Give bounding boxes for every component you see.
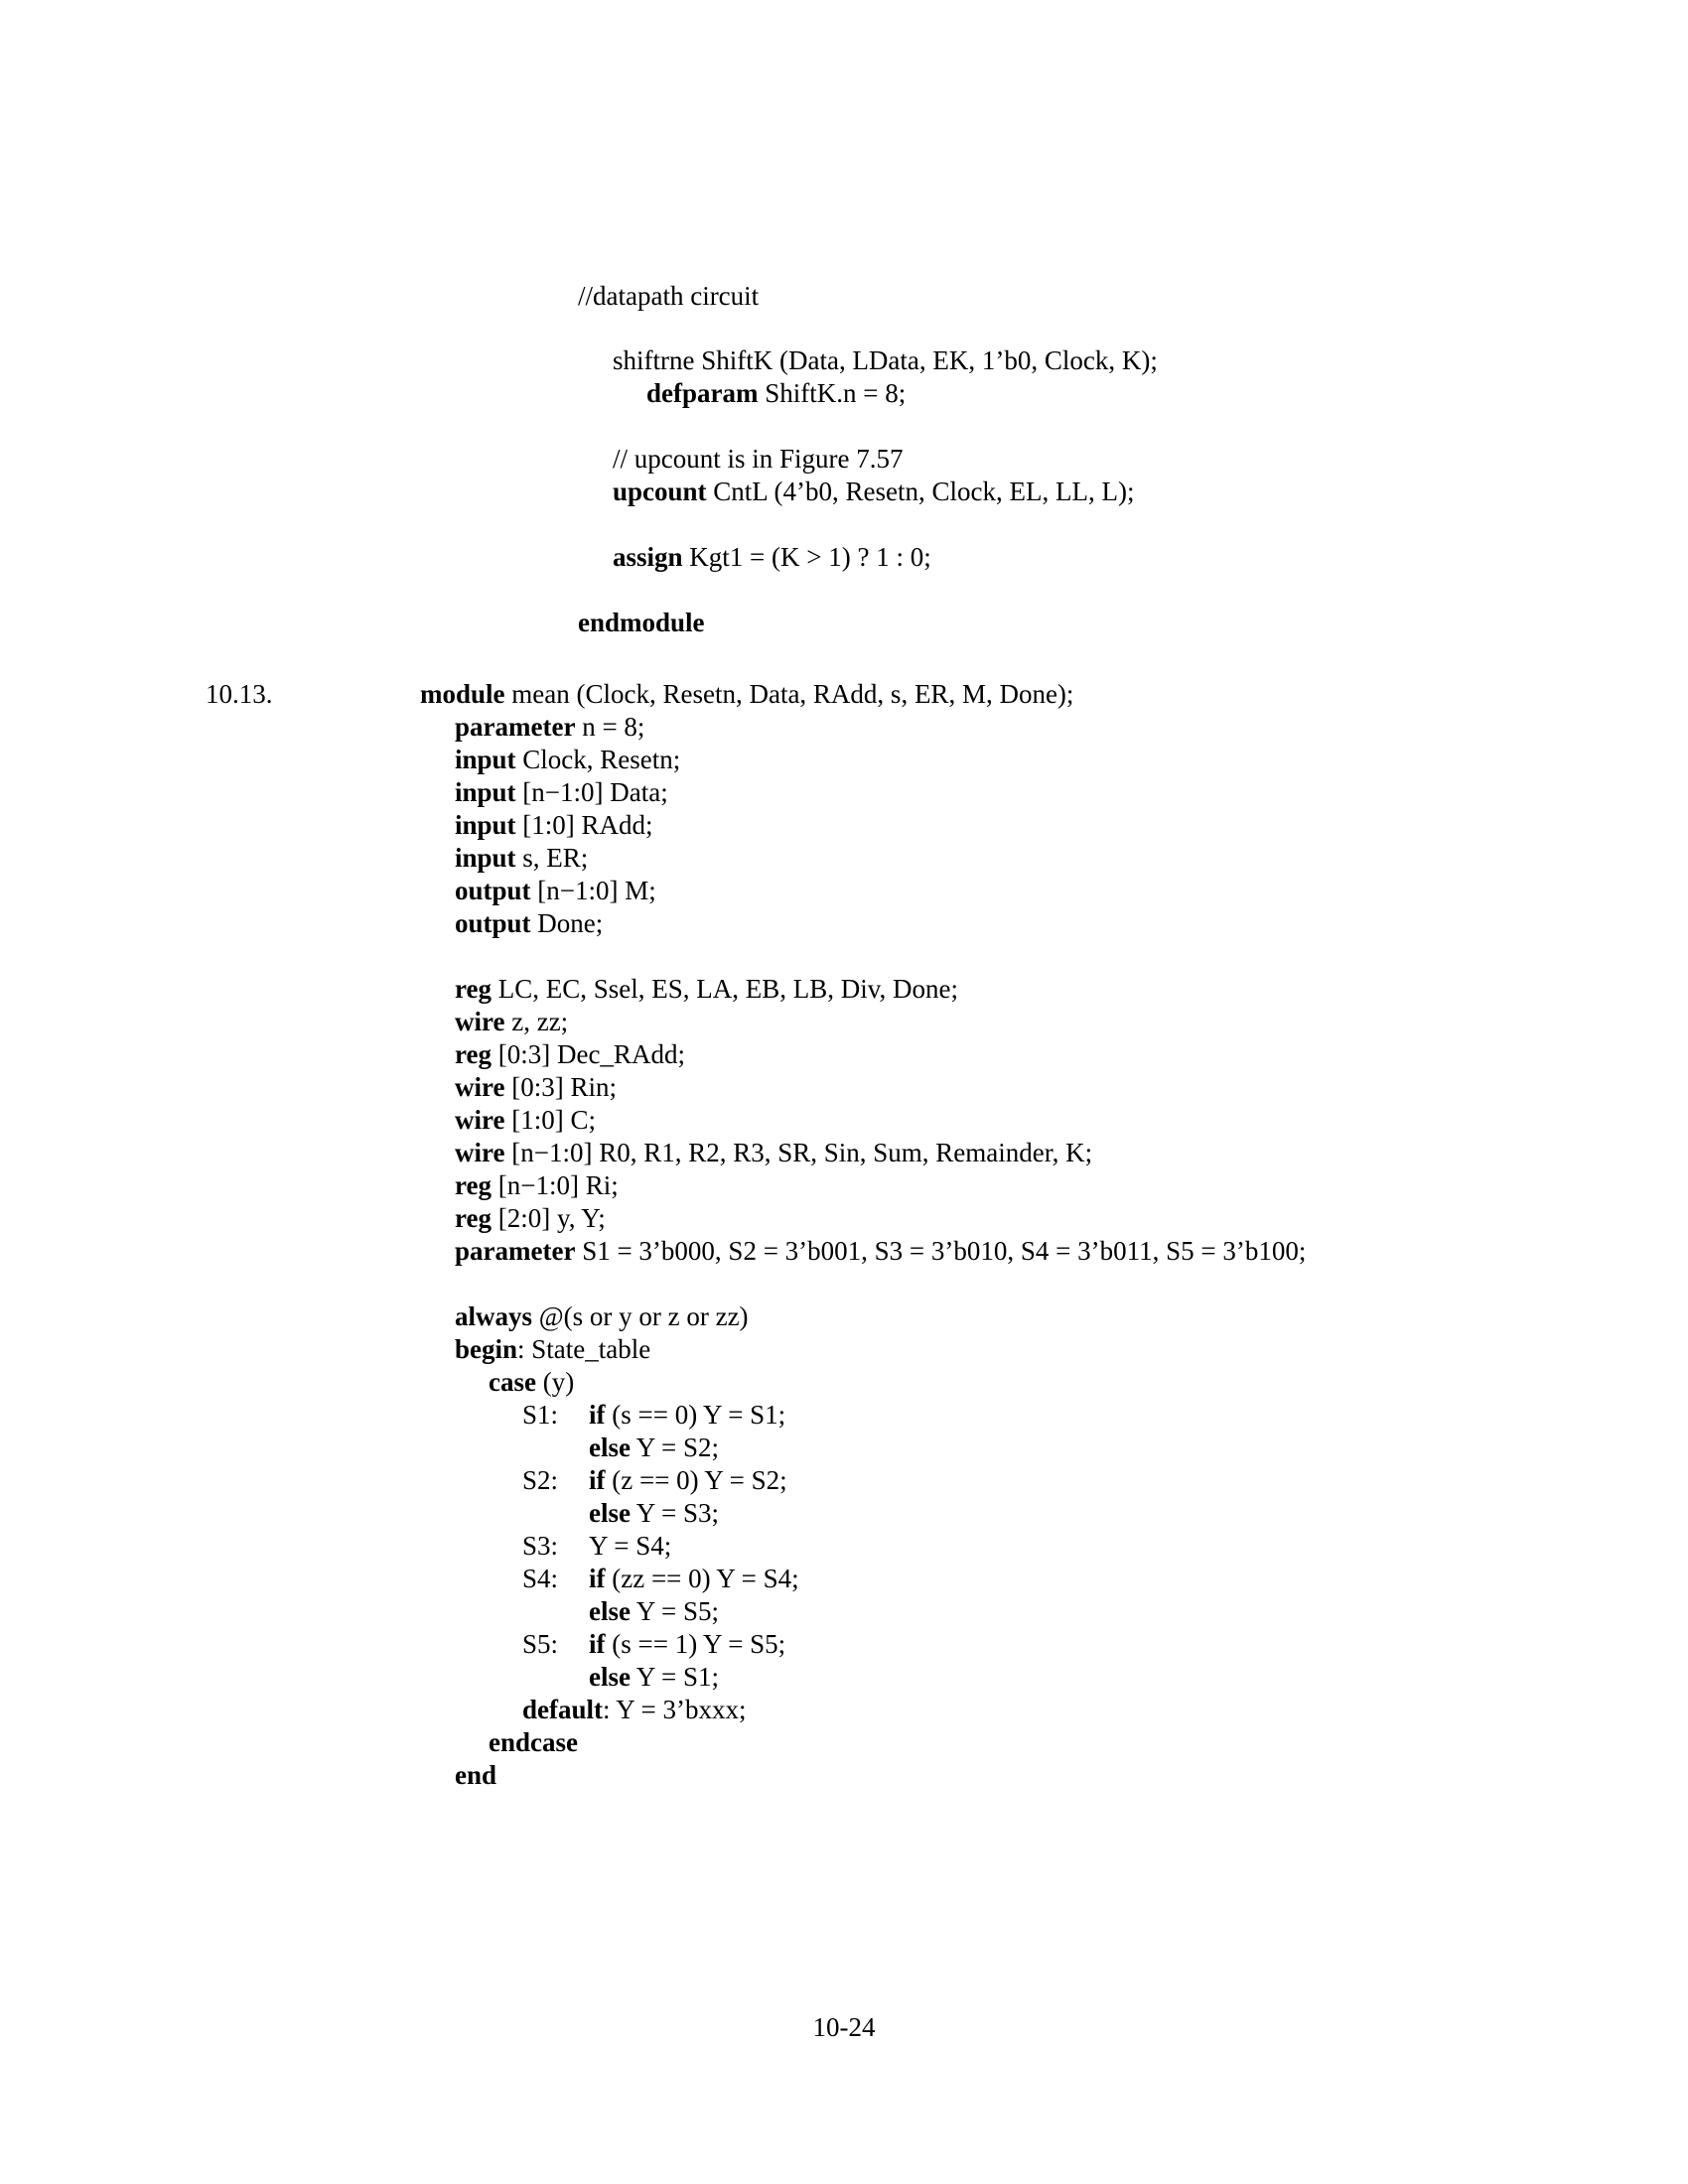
code-line bbox=[578, 280, 759, 312]
keyword: begin bbox=[455, 1334, 518, 1364]
keyword: wire bbox=[455, 1072, 505, 1102]
code-line bbox=[455, 1759, 496, 1791]
code-text: [n−1:0] Data; bbox=[515, 777, 668, 807]
code-line bbox=[578, 607, 705, 638]
code-text: S2: bbox=[522, 1465, 559, 1495]
code-line bbox=[455, 1137, 1092, 1168]
code-text: : Y = 3’bxxx; bbox=[603, 1695, 747, 1724]
code-text: n = 8; bbox=[575, 712, 645, 742]
keyword: default bbox=[522, 1695, 603, 1724]
page-number: 10-24 bbox=[812, 2012, 876, 2042]
code-text: S1 = 3’b000, S2 = 3’b001, S3 = 3’b010, S4 = 3’b011, S5 = 3’b100; bbox=[575, 1236, 1307, 1266]
code-text: S5: bbox=[522, 1629, 559, 1659]
code-line bbox=[589, 1661, 719, 1693]
keyword: wire bbox=[455, 1138, 505, 1167]
code-line bbox=[522, 1399, 558, 1431]
keyword: always bbox=[455, 1301, 533, 1331]
code-line bbox=[613, 344, 1158, 376]
code-line bbox=[455, 875, 656, 906]
code-text: [n−1:0] M; bbox=[530, 876, 656, 905]
keyword: if bbox=[589, 1629, 606, 1659]
code-text: (s == 0) Y = S1; bbox=[605, 1400, 786, 1430]
code-text: Y = S2; bbox=[630, 1433, 719, 1462]
code-text: [n−1:0] R0, R1, R2, R3, SR, Sin, Sum, Remainder, K; bbox=[504, 1138, 1093, 1167]
code-line bbox=[455, 1333, 650, 1365]
code-text: (y) bbox=[535, 1367, 575, 1397]
keyword: end bbox=[455, 1760, 497, 1790]
code-line bbox=[489, 1726, 578, 1758]
code-text: Kgt1 = (K > 1) ? 1 : 0; bbox=[682, 542, 931, 572]
code-line bbox=[589, 1563, 799, 1594]
code-line bbox=[455, 776, 668, 808]
code-text: [1:0] RAdd; bbox=[515, 810, 653, 840]
keyword: input bbox=[455, 810, 516, 840]
keyword: input bbox=[455, 777, 516, 807]
code-line bbox=[455, 1202, 606, 1234]
keyword: defparam bbox=[646, 378, 759, 408]
code-line bbox=[420, 678, 1073, 710]
code-line bbox=[455, 1104, 596, 1136]
keyword: if bbox=[589, 1564, 606, 1593]
code-text: (s == 1) Y = S5; bbox=[605, 1629, 786, 1659]
code-text: Y = S5; bbox=[630, 1596, 719, 1626]
keyword: reg bbox=[455, 974, 492, 1004]
code-text: Done; bbox=[530, 908, 604, 938]
code-line bbox=[522, 1563, 558, 1594]
code-line bbox=[646, 377, 906, 409]
code-text: Y = S4; bbox=[589, 1531, 672, 1561]
keyword: output bbox=[455, 876, 531, 905]
keyword: input bbox=[455, 843, 516, 873]
code-line bbox=[455, 744, 680, 775]
code-text: //datapath circuit bbox=[578, 281, 760, 311]
keyword: wire bbox=[455, 1007, 505, 1036]
code-line bbox=[613, 476, 1134, 507]
code-text: S4: bbox=[522, 1564, 559, 1593]
keyword: reg bbox=[455, 1203, 492, 1233]
code-text: s, ER; bbox=[515, 843, 589, 873]
code-text: [0:3] Rin; bbox=[504, 1072, 617, 1102]
code-text: : State_table bbox=[517, 1334, 651, 1364]
code-line bbox=[522, 1530, 558, 1562]
keyword: if bbox=[589, 1400, 606, 1430]
code-line bbox=[613, 541, 931, 573]
keyword: parameter bbox=[455, 1236, 576, 1266]
code-line bbox=[613, 443, 904, 475]
code-text: CntL (4’b0, Resetn, Clock, EL, LL, L); bbox=[706, 477, 1135, 506]
code-text: Y = S1; bbox=[630, 1662, 719, 1692]
code-text: (z == 0) Y = S2; bbox=[605, 1465, 787, 1495]
keyword: module bbox=[420, 679, 505, 709]
code-line bbox=[589, 1497, 719, 1529]
code-text: [1:0] C; bbox=[504, 1105, 596, 1135]
code-line bbox=[489, 1366, 574, 1398]
keyword: else bbox=[589, 1433, 631, 1462]
code-text: S1: bbox=[522, 1400, 559, 1430]
code-line bbox=[455, 1038, 685, 1070]
code-text: mean (Clock, Resetn, Data, RAdd, s, ER, M, Done); bbox=[504, 679, 1074, 709]
keyword: input bbox=[455, 745, 516, 774]
code-line bbox=[589, 1628, 785, 1660]
keyword: else bbox=[589, 1498, 631, 1528]
code-text: Clock, Resetn; bbox=[515, 745, 681, 774]
code-text: (zz == 0) Y = S4; bbox=[605, 1564, 799, 1593]
keyword: upcount bbox=[613, 477, 707, 506]
keyword: else bbox=[589, 1596, 631, 1626]
code-text: [n−1:0] Ri; bbox=[491, 1170, 619, 1200]
keyword: output bbox=[455, 908, 531, 938]
exercise-number: 10.13. bbox=[206, 679, 273, 709]
keyword: assign bbox=[613, 542, 683, 572]
code-line bbox=[589, 1595, 719, 1627]
keyword: endcase bbox=[489, 1727, 578, 1757]
code-text: z, zz; bbox=[504, 1007, 569, 1036]
keyword: else bbox=[589, 1662, 631, 1692]
code-line bbox=[455, 711, 644, 743]
code-text: LC, EC, Ssel, ES, LA, EB, LB, Div, Done; bbox=[491, 974, 958, 1004]
code-text: shiftrne ShiftK (Data, LData, EK, 1’b0, Clock, K); bbox=[613, 345, 1158, 375]
code-text: [2:0] y, Y; bbox=[491, 1203, 606, 1233]
code-line bbox=[455, 973, 958, 1005]
code-line bbox=[455, 1300, 749, 1332]
keyword: parameter bbox=[455, 712, 576, 742]
keyword: reg bbox=[455, 1039, 492, 1069]
code-line bbox=[455, 907, 603, 939]
keyword: reg bbox=[455, 1170, 492, 1200]
code-text: ShiftK.n = 8; bbox=[758, 378, 907, 408]
keyword: endmodule bbox=[578, 608, 705, 637]
code-line bbox=[455, 842, 588, 874]
code-line bbox=[522, 1694, 746, 1725]
code-line bbox=[455, 1235, 1306, 1267]
code-line bbox=[589, 1399, 785, 1431]
code-line bbox=[522, 1464, 558, 1496]
code-text: // upcount is in Figure 7.57 bbox=[613, 444, 904, 474]
code-text: @(s or y or z or zz) bbox=[532, 1301, 749, 1331]
code-line bbox=[455, 1169, 619, 1201]
code-text: [0:3] Dec_RAdd; bbox=[491, 1039, 685, 1069]
code-line bbox=[522, 1628, 558, 1660]
code-line bbox=[455, 1071, 617, 1103]
code-line bbox=[589, 1432, 719, 1463]
code-text: S3: bbox=[522, 1531, 559, 1561]
keyword: if bbox=[589, 1465, 606, 1495]
code-line bbox=[589, 1464, 787, 1496]
code-text: Y = S3; bbox=[630, 1498, 719, 1528]
code-line bbox=[589, 1530, 671, 1562]
keyword: wire bbox=[455, 1105, 505, 1135]
keyword: case bbox=[489, 1367, 536, 1397]
code-line bbox=[455, 1006, 568, 1037]
code-line bbox=[455, 809, 653, 841]
